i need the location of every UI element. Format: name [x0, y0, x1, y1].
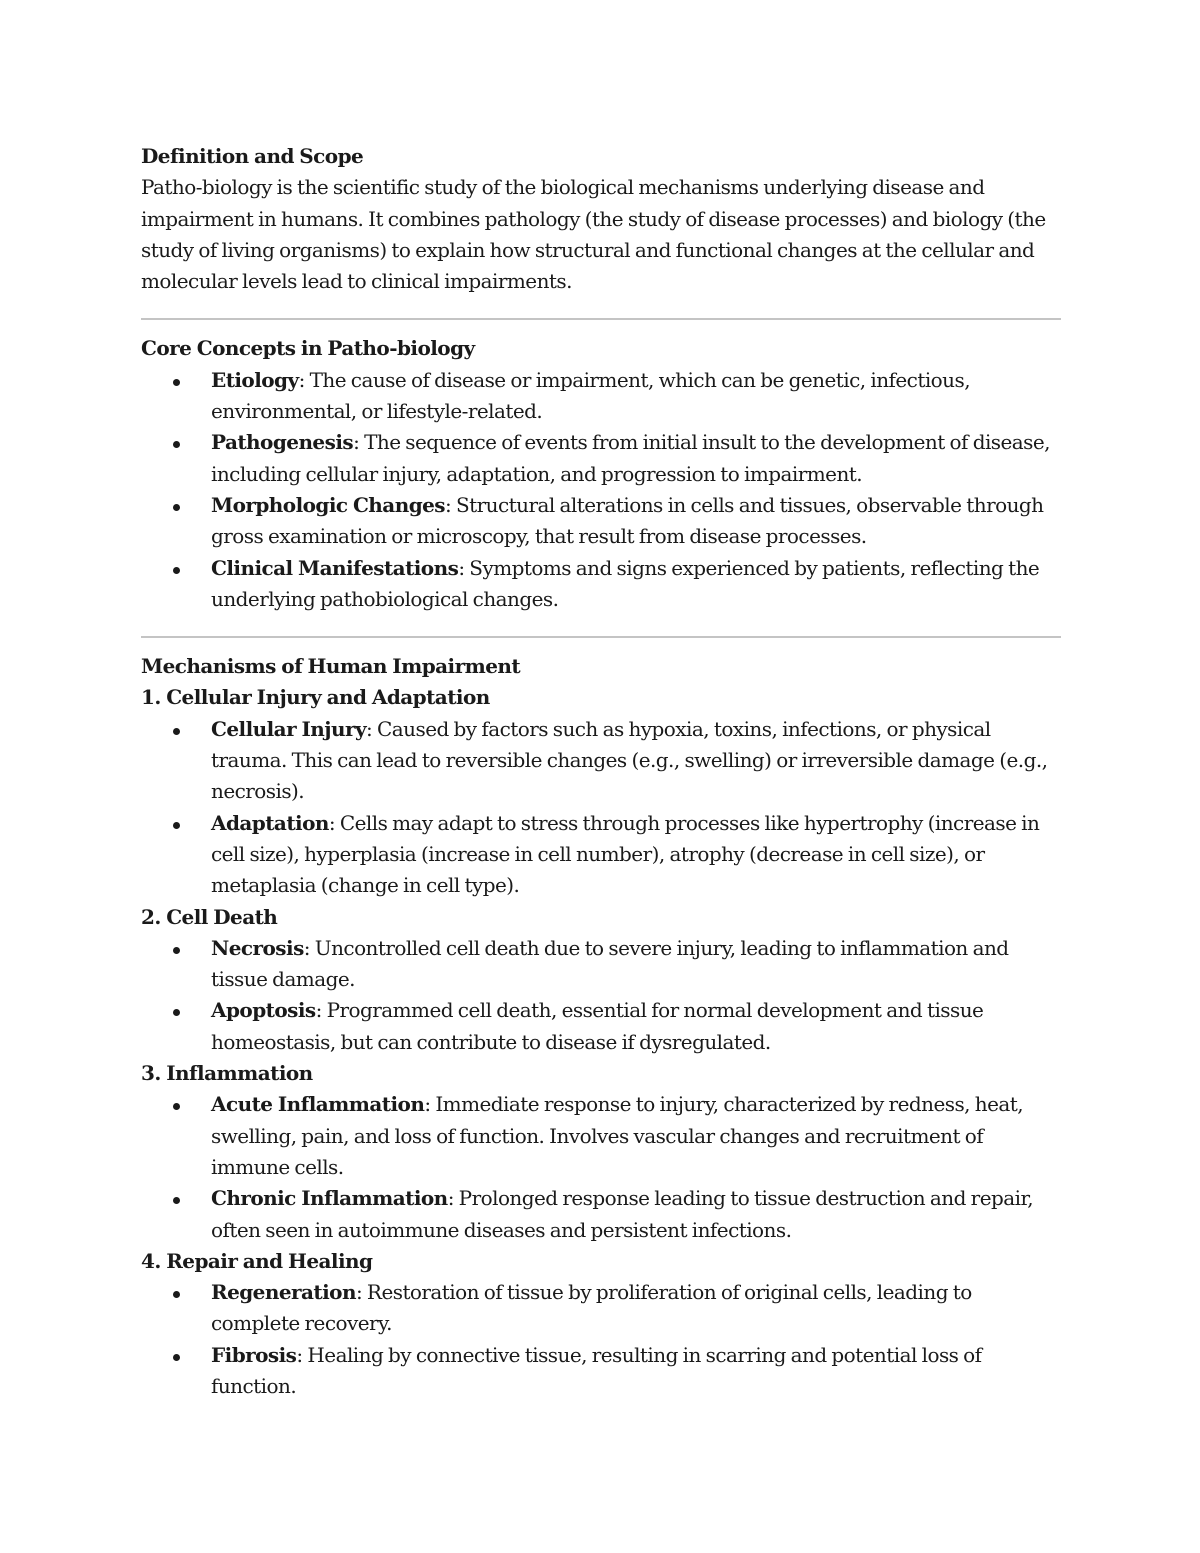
- term-label: Necrosis: [211, 935, 304, 960]
- subsection-heading: 3. Inflammation: [141, 1061, 313, 1086]
- term-label: Acute Inflammation: [211, 1092, 425, 1117]
- subsection-list: [141, 1277, 1061, 1402]
- list-item: [141, 933, 1061, 996]
- list-item: [141, 714, 1061, 808]
- term-label: Cellular Injury: [211, 716, 367, 741]
- list-item: [141, 1277, 1061, 1340]
- definition-paragraph: Patho-biology is the scientific study of the biological mechanisms underlying disease and impairment in humans. It combines pathology (the study of disease processes) and biology (the study of living organisms) to explain how structural and functional changes at the cellular and molecular levels lead to clinical impairments.: [141, 175, 1046, 294]
- bullet-icon: [173, 1197, 180, 1204]
- term-description: : Restoration of tissue by proliferation of original cells, leading to complete recovery.: [211, 1280, 972, 1336]
- subsection-list: [141, 1089, 1061, 1245]
- term-label: Chronic Inflammation: [211, 1186, 448, 1211]
- term-description: : Immediate response to injury, characterized by redness, heat, swelling, pain, and loss of function. Involves vascular changes and recruitment of immune cells.: [211, 1092, 1024, 1179]
- list-item: [141, 1089, 1061, 1183]
- term-label: Etiology: [211, 367, 299, 392]
- term-label: Clinical Manifestations: [211, 555, 459, 580]
- term-label: Apoptosis: [211, 998, 316, 1023]
- bullet-icon: [173, 504, 180, 511]
- list-item: [141, 1340, 1061, 1403]
- bullet-icon: [173, 728, 180, 735]
- term-description: : Caused by factors such as hypoxia, toxins, infections, or physical trauma. This can lead to reversible changes (e.g., swelling) or irreversible damage (e.g., necrosis).: [211, 716, 1048, 804]
- list-item: [141, 808, 1061, 902]
- list-item: [141, 995, 1061, 1058]
- list-item: [141, 553, 1061, 616]
- subsection-heading: 1. Cellular Injury and Adaptation: [141, 685, 490, 710]
- list-item: [141, 427, 1061, 490]
- bullet-icon: [173, 1354, 180, 1361]
- core-concepts-list: [141, 365, 1061, 615]
- term-description: : Structural alterations in cells and tissues, observable through gross examination or microscopy, that result from disease processes.: [211, 492, 1044, 549]
- definition-heading: Definition and Scope: [141, 144, 364, 168]
- section-divider: [141, 636, 1061, 638]
- bullet-icon: [173, 379, 180, 386]
- term-label: Fibrosis: [211, 1342, 297, 1367]
- document-page: [141, 141, 1061, 1402]
- core-concepts-heading: Core Concepts in Patho-biology: [141, 336, 475, 361]
- bullet-icon: [173, 1103, 180, 1110]
- subsection-list: [141, 714, 1061, 902]
- bullet-icon: [173, 822, 180, 829]
- term-label: Regeneration: [211, 1280, 356, 1305]
- list-item: [141, 365, 1061, 428]
- term-description: : The cause of disease or impairment, which can be genetic, infectious, environmental, or lifestyle-related.: [211, 367, 971, 424]
- term-description: : Uncontrolled cell death due to severe injury, leading to inflammation and tissue damage.: [211, 935, 1009, 992]
- term-label: Pathogenesis: [211, 430, 354, 455]
- bullet-icon: [173, 1291, 180, 1298]
- term-description: : Healing by connective tissue, resulting in scarring and potential loss of function.: [211, 1342, 982, 1398]
- list-item: [141, 490, 1061, 553]
- term-description: : Prolonged response leading to tissue destruction and repair, often seen in autoimmune diseases and persistent infections.: [211, 1186, 1034, 1242]
- mechanisms-heading: Mechanisms of Human Impairment: [141, 654, 521, 679]
- term-label: Adaptation: [211, 810, 329, 835]
- subsection-heading: 4. Repair and Healing: [141, 1248, 373, 1273]
- bullet-icon: [173, 567, 180, 574]
- term-description: : Cells may adapt to stress through processes like hypertrophy (increase in cell size), hyperplasia (increase in cell number), atrophy (decrease in cell size), or metaplasia (change in cell type).: [211, 810, 1040, 898]
- bullet-icon: [173, 947, 180, 954]
- term-label: Morphologic Changes: [211, 492, 446, 517]
- subsection-list: [141, 933, 1061, 1058]
- term-description: : Programmed cell death, essential for normal development and tissue homeostasis, but can contribute to disease if dysregulated.: [211, 998, 984, 1054]
- list-item: [141, 1183, 1061, 1246]
- bullet-icon: [173, 1009, 180, 1016]
- term-description: : Symptoms and signs experienced by patients, reflecting the underlying pathobiological changes.: [211, 555, 1040, 611]
- bullet-icon: [173, 441, 180, 448]
- section-divider: [141, 318, 1061, 320]
- subsection-heading: 2. Cell Death: [141, 904, 278, 929]
- term-description: : The sequence of events from initial insult to the development of disease, including cellular injury, adaptation, and progression to impairment.: [211, 430, 1050, 486]
